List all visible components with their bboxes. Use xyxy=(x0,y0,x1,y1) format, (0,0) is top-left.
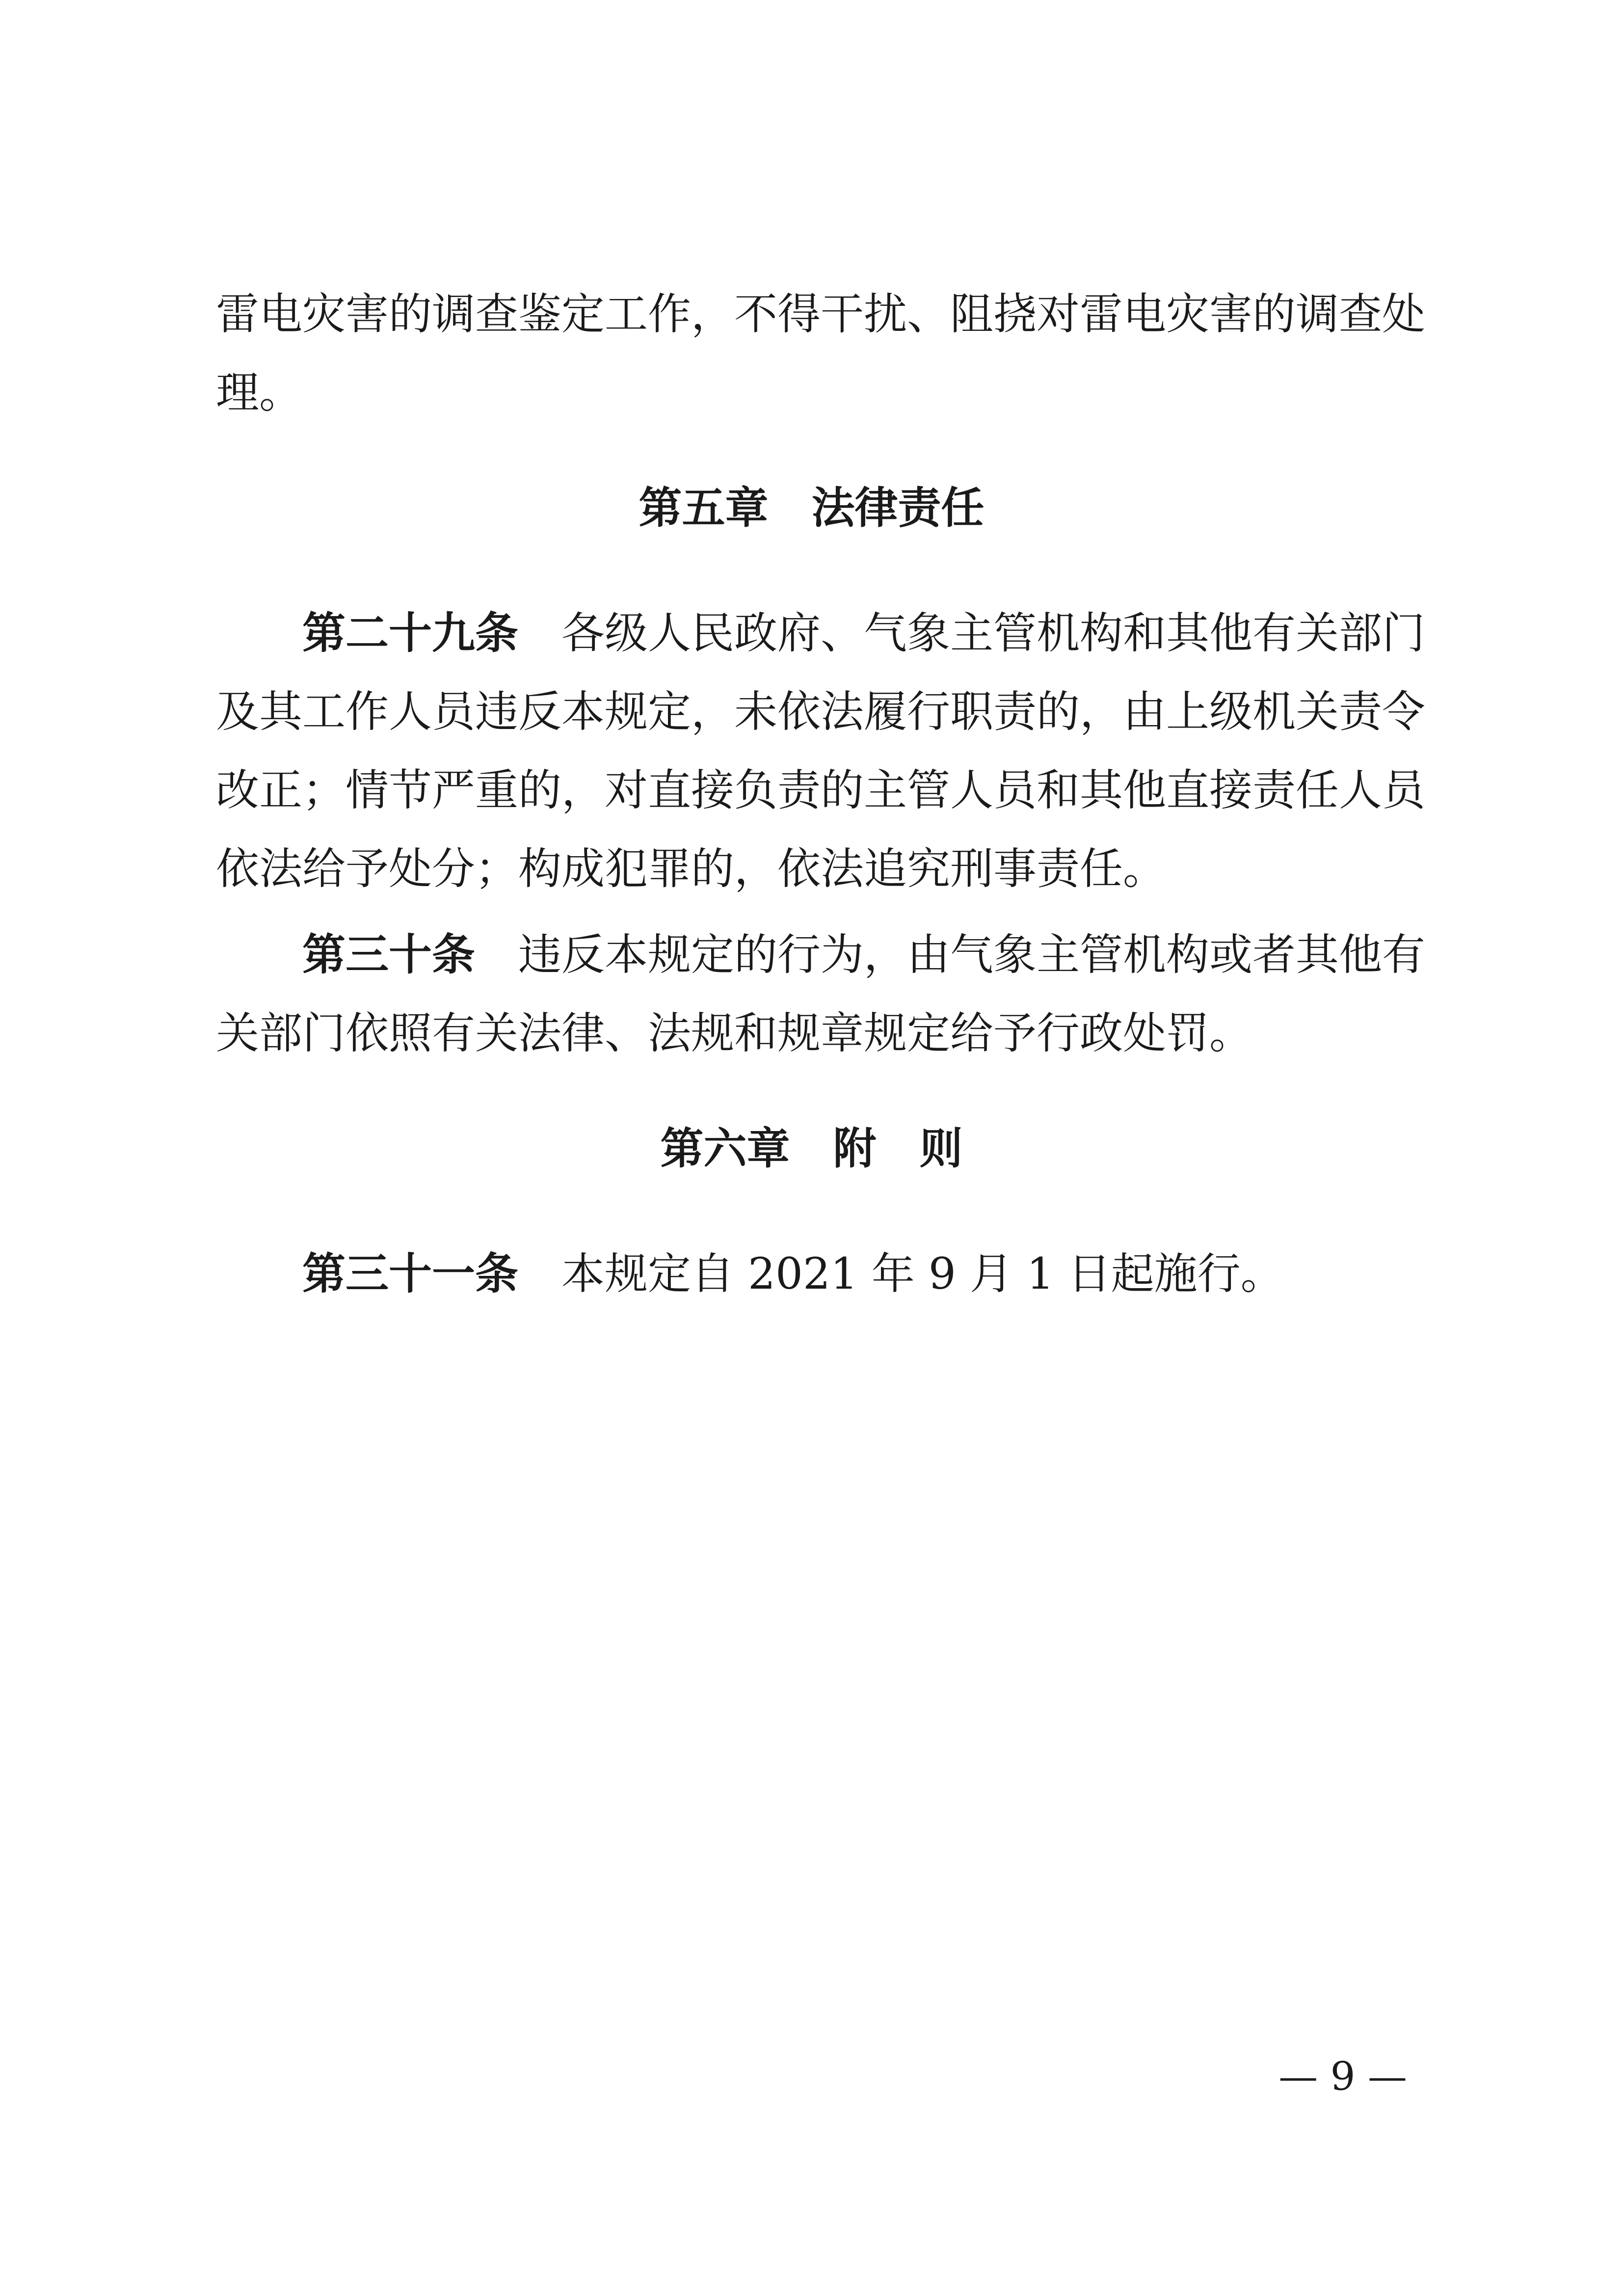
article-29-text-1: 各级人民政府、气象主管机构和其他有关部门 xyxy=(561,608,1426,658)
chapter-six-title: 第六章 附 则 xyxy=(660,1123,963,1174)
article-30-line-1 xyxy=(302,929,1426,980)
chapter-five-title: 第五章 法律责任 xyxy=(639,483,984,533)
article-31-number: 第三十一条 xyxy=(302,1248,519,1299)
continuation-line-1: 雷电灾害的调查鉴定工作，不得干扰、阻挠对雷电灾害的调查处 xyxy=(216,289,1426,339)
page-number: — 9 — xyxy=(1278,2053,1407,2099)
article-30-line-2: 关部门依照有关法律、法规和规章规定给予行政处罚。 xyxy=(216,1008,1253,1058)
continuation-line-2: 理。 xyxy=(216,367,303,418)
article-29-number: 第二十九条 xyxy=(302,608,519,658)
article-29-line-3: 改正；情节严重的，对直接负责的主管人员和其他直接责任人员 xyxy=(216,765,1426,815)
article-30-text-1: 违反本规定的行为，由气象主管机构或者其他有 xyxy=(518,929,1426,980)
article-29-line-2: 及其工作人员违反本规定，未依法履行职责的，由上级机关责令 xyxy=(216,686,1426,737)
article-29-line-4: 依法给予处分；构成犯罪的，依法追究刑事责任。 xyxy=(216,843,1167,894)
article-30-number: 第三十条 xyxy=(302,929,476,980)
article-31-text: 本规定自 2021 年 9 月 1 日起施行。 xyxy=(561,1248,1284,1299)
article-31-line-1 xyxy=(302,1249,1413,1298)
article-29-line-1 xyxy=(302,608,1426,658)
